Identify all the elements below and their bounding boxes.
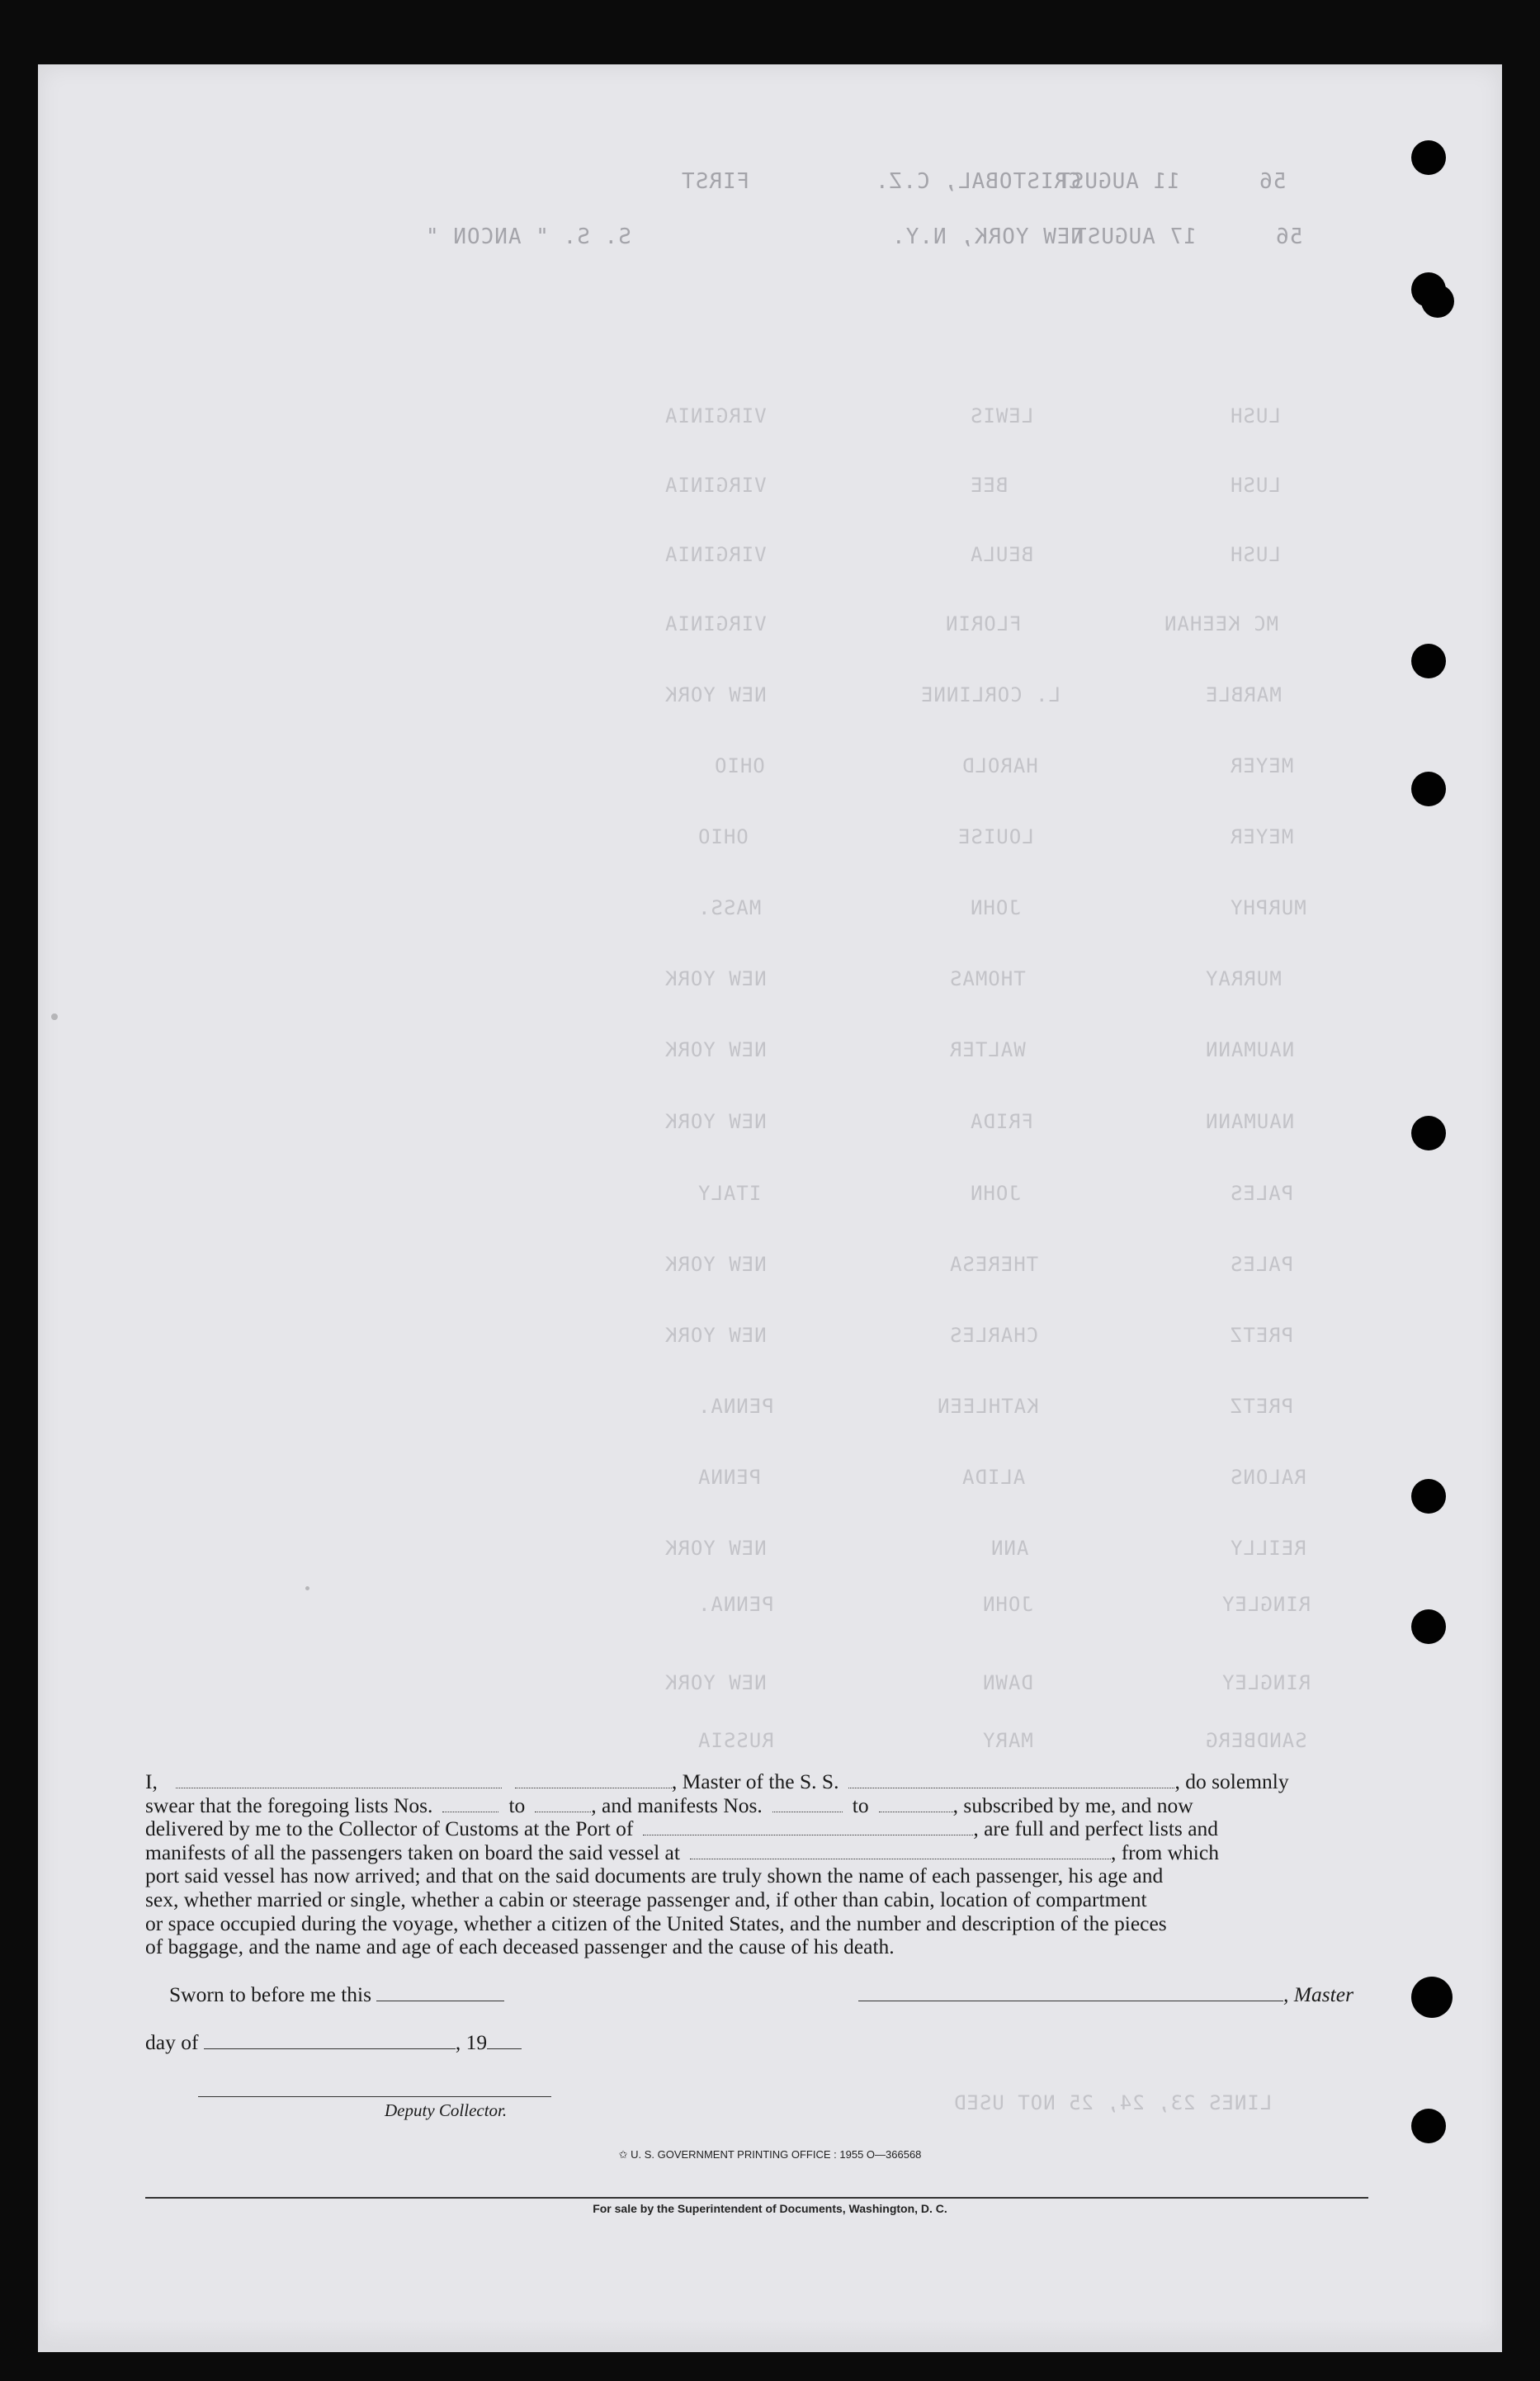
manifest-page (38, 64, 1502, 2352)
ghost-given: L. CORLINNE (920, 683, 1061, 706)
ghost-given: FLORIN (945, 612, 1022, 635)
ghost-residence: NEW YORK (664, 967, 767, 990)
ghost-given: WALTER (949, 1038, 1026, 1061)
deputy-signature-line (198, 2096, 551, 2097)
oath-line-2: swear that the foregoing lists Nos. to , and manifests Nos. to , subscribed by me, and now (145, 1793, 1193, 1817)
day-of-line: day of , 19 (145, 2030, 522, 2055)
footer-rule (145, 2197, 1368, 2199)
ghost-given: HAROLD (961, 754, 1038, 777)
oath-line-5: port said vessel has now arrived; and that on the said documents are truly shown the name of each passenger, his age and (145, 1864, 1164, 1888)
ghost-surname: LUSH (1230, 404, 1281, 428)
ghost-departure-date: 11 AUGUST (1056, 169, 1180, 194)
ghost-given: DAWN (982, 1671, 1033, 1694)
ghost-residence: MASS. (697, 896, 762, 919)
ghost-surname: LUSH (1230, 543, 1281, 566)
manifest-to-field (879, 1795, 953, 1812)
binder-hole (1411, 772, 1446, 806)
list-from-field (442, 1795, 498, 1812)
ghost-given: BEE (970, 474, 1009, 497)
ghost-residence: NEW YORK (664, 683, 767, 706)
ghost-surname: RALONS (1230, 1466, 1306, 1489)
ghost-surname: LUSH (1230, 474, 1281, 497)
ghost-given: FRIDA (970, 1110, 1034, 1133)
ghost-given: ALIDA (961, 1466, 1026, 1489)
oath-line-1: I, , Master of the S. S. , do solemnly (145, 1769, 1289, 1793)
ghost-surname: PALES (1230, 1253, 1294, 1276)
for-sale-line: For sale by the Superintendent of Documents, Washington, D. C. (593, 2202, 947, 2215)
ghost-residence: NEW YORK (664, 1038, 767, 1061)
sworn-date-field (376, 1986, 504, 2001)
binder-hole (1411, 140, 1446, 175)
ghost-residence: NEW YORK (664, 1671, 767, 1694)
ghost-surname: PALES (1230, 1182, 1294, 1205)
ghost-surname: RINGLEY (1221, 1671, 1311, 1694)
ghost-given: LEWIS (970, 404, 1034, 428)
oath-line-3: delivered by me to the Collector of Customs at the Port of , are full and perfect lists and (145, 1816, 1219, 1841)
ghost-surname: SANDBERG (1205, 1729, 1307, 1752)
ghost-given: THOMAS (949, 967, 1026, 990)
ghost-given: BEULA (970, 543, 1034, 566)
sworn-line: Sworn to before me this (169, 1982, 504, 2007)
ghost-given: JOHN (970, 1182, 1021, 1205)
oath-line-8: of baggage, and the name and age of each deceased passenger and the cause of his death. (145, 1935, 895, 1959)
master-signature: , Master (858, 1982, 1353, 2007)
ghost-residence: ITALY (697, 1182, 762, 1205)
binder-hole (1411, 644, 1446, 678)
ghost-residence: OHIO (714, 754, 765, 777)
master-name-field-2 (515, 1771, 672, 1788)
ship-name-field (848, 1771, 1174, 1788)
ghost-departure-port: CRISTOBAL, C.Z. (875, 169, 1081, 194)
ghost-given: LOUISE (957, 825, 1034, 848)
port-field (643, 1818, 973, 1835)
ghost-arrival-port: NEW YORK, N.Y. (891, 224, 1084, 249)
oath-line-6: sex, whether married or single, whether a cabin or steerage passenger and, if other than cabin, location of compartment (145, 1887, 1147, 1911)
ghost-surname: NAUMANN (1205, 1038, 1295, 1061)
binder-hole (1411, 2109, 1446, 2143)
binder-hole (1411, 1609, 1446, 1644)
ghost-residence: VIRGINIA (664, 404, 767, 428)
ghost-surname: RINGLEY (1221, 1593, 1311, 1616)
binder-hole (1411, 1479, 1446, 1514)
binder-hole (1411, 1116, 1446, 1150)
ghost-given: CHARLES (949, 1324, 1039, 1347)
ghost-given: KATHLEEN (937, 1395, 1039, 1418)
ghost-given: MARY (982, 1729, 1033, 1752)
ghost-residence: NEW YORK (664, 1253, 767, 1276)
ghost-year-mark: 56 (1259, 169, 1287, 194)
oath-line-7: or space occupied during the voyage, whether a citizen of the United States, and the number and description of the pieces (145, 1911, 1167, 1935)
ink-speck (51, 1013, 58, 1020)
ghost-residence: PENNA (697, 1466, 762, 1489)
ghost-residence: OHIO (697, 825, 749, 848)
ghost-surname: MARBLE (1205, 683, 1282, 706)
binder-hole (1411, 1977, 1453, 2018)
ghost-surname: MC KEEHAN (1164, 612, 1279, 635)
ghost-footer-note: LINES 23, 24, 25 NOT USED (953, 2091, 1273, 2114)
binder-hole (1421, 285, 1454, 318)
ghost-given: ANN (990, 1537, 1029, 1560)
ghost-residence: NEW YORK (664, 1110, 767, 1133)
ghost-surname: MURRAY (1205, 967, 1282, 990)
ink-speck (305, 1586, 309, 1590)
master-name-field (176, 1771, 502, 1788)
ghost-residence: RUSSIA (697, 1729, 774, 1752)
ghost-surname: PRETZ (1230, 1324, 1294, 1347)
manifest-from-field (772, 1795, 843, 1812)
ghost-residence: VIRGINIA (664, 474, 767, 497)
ghost-residence: PENNA. (697, 1593, 774, 1616)
ghost-surname: MEYER (1230, 754, 1294, 777)
list-to-field (535, 1795, 591, 1812)
ghost-given: JOHN (982, 1593, 1033, 1616)
ghost-surname: REILLY (1230, 1537, 1306, 1560)
master-oath (145, 1770, 1368, 1959)
ghost-ship-name: S. S. " ANCON " (425, 224, 631, 249)
embark-port-field (690, 1842, 1111, 1859)
day-of-field (204, 2034, 456, 2049)
oath-line-4: manifests of all the passengers taken on board the said vessel at , from which (145, 1840, 1219, 1864)
ghost-surname: MURPHY (1230, 896, 1306, 919)
ghost-surname: NAUMANN (1205, 1110, 1295, 1133)
deputy-collector-label: Deputy Collector. (385, 2100, 508, 2120)
ghost-year-mark: 56 (1275, 224, 1303, 249)
ghost-residence: PENNA. (697, 1395, 774, 1418)
ghost-residence: VIRGINIA (664, 612, 767, 635)
ghost-residence: NEW YORK (664, 1324, 767, 1347)
ghost-given: THERESA (949, 1253, 1039, 1276)
ghost-class-label: FIRST (681, 169, 750, 194)
ghost-residence: VIRGINIA (664, 543, 767, 566)
ghost-arrival-date: 17 AUGUST (1073, 224, 1197, 249)
ghost-surname: MEYER (1230, 825, 1294, 848)
master-signature-field (858, 1986, 1283, 2001)
ghost-given: JOHN (970, 896, 1021, 919)
ghost-residence: NEW YORK (664, 1537, 767, 1560)
ghost-surname: PRETZ (1230, 1395, 1294, 1418)
year-field (487, 2034, 522, 2049)
printing-office-line: ✩ U. S. GOVERNMENT PRINTING OFFICE : 1955 O—366568 (618, 2148, 922, 2161)
